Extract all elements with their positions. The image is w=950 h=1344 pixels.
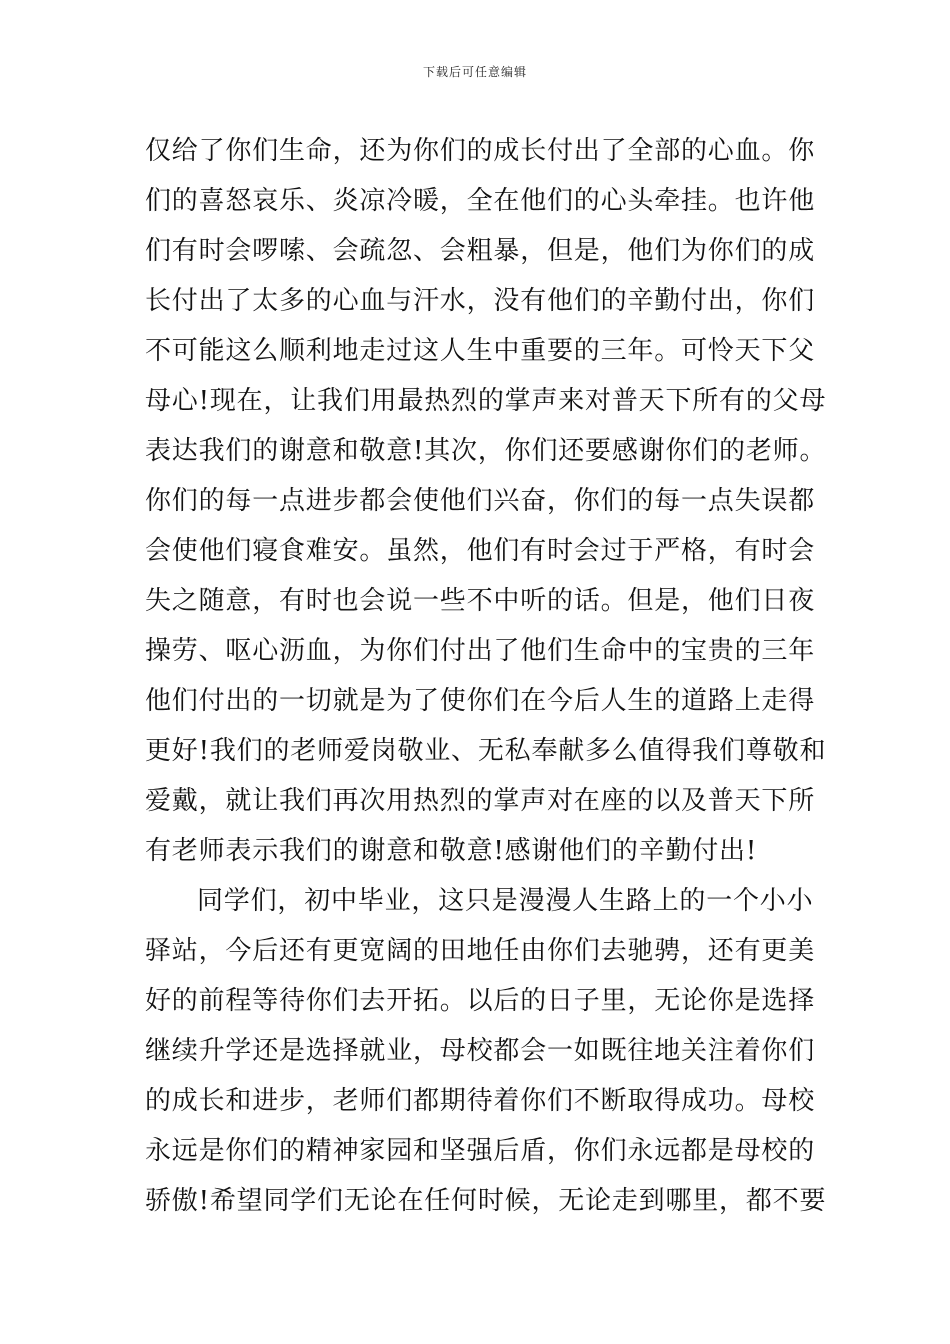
paragraph-1 (145, 126, 827, 876)
paragraph-2 (145, 876, 827, 1226)
text-line: 你们的每一点进步都会使他们兴奋，你们的每一点失误都 (145, 486, 816, 516)
document-body (145, 126, 827, 1226)
text-line: 仅给了你们生命，还为你们的成长付出了全部的心血。你 (145, 136, 816, 166)
text-line: 长付出了太多的心血与汗水，没有他们的辛勤付出，你们 (145, 286, 816, 316)
text-line: 们的喜怒哀乐、炎凉冷暖，全在他们的心头牵挂。也许他 (145, 186, 816, 216)
text-line: 有老师表示我们的谢意和敬意!感谢他们的辛勤付出! (145, 836, 758, 866)
text-line: 母心!现在，让我们用最热烈的掌声来对普天下所有的父母 (145, 386, 827, 416)
text-line: 永远是你们的精神家园和坚强后盾，你们永远都是母校的 (145, 1136, 816, 1166)
text-line: 驿站，今后还有更宽阔的田地任由你们去驰骋，还有更美 (145, 936, 816, 966)
page-header-note: 下载后可任意编辑 (422, 65, 527, 79)
text-line: 他们付出的一切就是为了使你们在今后人生的道路上走得 (145, 686, 816, 716)
text-line: 爱戴，就让我们再次用热烈的掌声对在座的以及普天下所 (145, 786, 816, 816)
text-line: 继续升学还是选择就业，母校都会一如既往地关注着你们 (145, 1036, 816, 1066)
text-line: 好的前程等待你们去开拓。以后的日子里，无论你是选择 (145, 986, 816, 1016)
text-line: 更好!我们的老师爱岗敬业、无私奉献多么值得我们尊敬和 (145, 736, 827, 766)
text-line: 的成长和进步，老师们都期待着你们不断取得成功。母校 (145, 1086, 816, 1116)
text-line: 骄傲!希望同学们无论在任何时候，无论走到哪里，都不要 (145, 1186, 827, 1216)
text-line: 们有时会啰嗦、会疏忽、会粗暴，但是，他们为你们的成 (145, 236, 816, 266)
text-line: 失之随意，有时也会说一些不中听的话。但是，他们日夜 (145, 586, 816, 616)
text-line: 不可能这么顺利地走过这人生中重要的三年。可怜天下父 (145, 336, 816, 366)
text-line-indented: 同学们，初中毕业，这只是漫漫人生路上的一个小小 (197, 886, 814, 916)
text-line: 表达我们的谢意和敬意!其次，你们还要感谢你们的老师。 (145, 436, 827, 466)
text-line: 操劳、呕心沥血，为你们付出了他们生命中的宝贵的三年 (145, 636, 816, 666)
text-line: 会使他们寝食难安。虽然，他们有时会过于严格，有时会 (145, 536, 816, 566)
